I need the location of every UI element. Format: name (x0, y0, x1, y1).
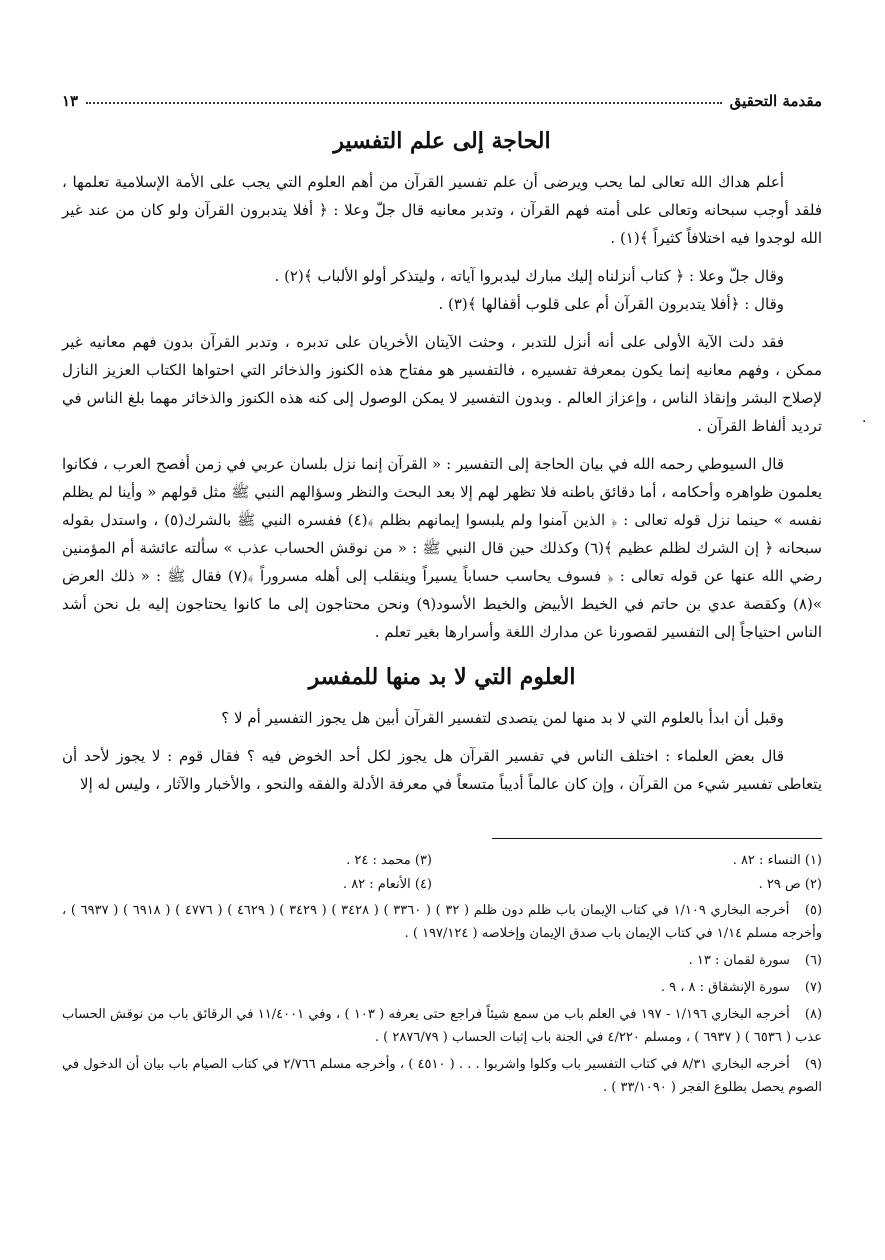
footnote-6 (62, 949, 822, 972)
footnote-text: سورة الإنشقاق : ٨ ، ٩ . (660, 980, 790, 995)
footnote-text: أخرجه البخاري ١/١٩٦ - ١٩٧ في العلم باب من سمع شيئاً فراجع حتى يعرفه ( ١٠٣ ) ، وفي ١١/٤٠٠١ في الرقائق باب من نوقش الحساب عذب ( ٦٥٣٦ ) ( ٦٩٣٧ ) ، ومسلم ٤/٢٢٠ في الجنة باب إثبات الحساب ( ٢٨٧٦/٧٩ ) . (62, 1007, 822, 1045)
paragraph-suyuti-quote: قال السيوطي رحمه الله في بيان الحاجة إلى التفسير : « القرآن إنما نزل بلسان عربي في زمن أفصح العرب ، فكانوا يعلمون ظواهره وأحكامه ، أما دقائق باطنه فلا تظهر لهم إلا بعد البحث والنظر وسؤالهم النبي ﷺ مثل قولهم « وأينا لم يظلم نفسه » حينما نزل قوله تعالى : ﴿ الذين آمنوا ولم يلبسوا إيمانهم بظلم ﴾(٤) ففسره النبي ﷺ بالشرك(٥) ، واستدل بقوله سبحانه ﴿ إن الشرك لظلم عظيم ﴾(٦) وكذلك حين قال النبي ﷺ : « من نوقش الحساب عذب » سألته عائشة أم المؤمنين رضي الله عنها عن قوله تعالى : ﴿ فسوف يحاسب حساباً يسيراً وينقلب إلى أهله مسروراً ﴾(٧) فقال ﷺ : « ذلك العرض »(٨) وكقصة عدي بن حاتم في الخيط الأبيض والخيط الأسود(٩) ونحن محتاجون إلى ما كانوا يحتاجون إليه بل نحن أشد الناس احتياجاً إلى التفسير لقصورنا عن مدارك اللغة وأسرارها بغير تعلم . (62, 455, 823, 641)
footnote-separator (492, 838, 822, 839)
book-page (62, 86, 822, 1103)
section-heading-required-sciences: العلوم التي لا بد منها للمفسر (308, 664, 576, 690)
footnote-number: (٧) (804, 980, 822, 995)
page-number: ١٣ (62, 92, 79, 110)
footnote-text: سورة لقمان : ١٣ . (688, 953, 790, 968)
footnote-2: (٢) ص ٢٩ . (758, 877, 822, 892)
verses-block (62, 262, 822, 318)
footnote-9 (62, 1053, 822, 1099)
running-header (62, 86, 822, 110)
footnote-number: (٨) (804, 1007, 823, 1022)
footnote-text: أخرجه البخاري ٨/٣١ في كتاب التفسير باب وكلوا واشربوا . . . ( ٤٥١٠ ) ، وأخرجه مسلم ٢/٧٦٦ في كتاب الصيام باب بيان أن الدخول في الصوم يحصل بطلوع الفجر ( ٣٣/١٠٩٠ ) . (62, 1057, 822, 1095)
header-dot-leader (86, 102, 722, 104)
footnote-5 (62, 899, 822, 945)
paragraph-question: وقبل أن ابدأ بالعلوم التي لا بد منها لمن يتصدى لتفسير القرآن أبين هل يجوز التفسير أم لا ؟ (221, 709, 784, 727)
paragraph-scholars-opinion: قال بعض العلماء : اختلف الناس في تفسير القرآن هل يجوز لكل أحد الخوض فيه ؟ فقال قوم : لا يجوز لأحد أن يتعاطى تفسير شيء من القرآن ، وإن كان عالماً أديباً متسعاً في معرفة الأدلة والفقه والنحو ، والأخبار والآثار ، وليس له إلا (62, 747, 822, 793)
paragraph-intro: أعلم هداك الله تعالى لما يحب ويرضى أن علم تفسير القرآن من أهم العلوم التي يجب على الأمة الإسلامية تعلمها ، فلقد أوجب سبحانه وتعالى على أمته فهم القرآن ، وتدبر معانيه قال جلّ وعلا : ﴿ أفلا يتدبرون القرآن ولو كان من عند غير الله لوجدوا فيه اختلافاً كثيراً ﴾(١) . (62, 173, 822, 247)
footnotes-short-grid (62, 849, 822, 897)
footnote-number: (٦) (804, 953, 822, 968)
verse-quote-2: وقال : ﴿أفلا يتدبرون القرآن أم على قلوب أقفالها ﴾(٣) . (438, 295, 784, 313)
footnote-7 (62, 976, 822, 999)
footnote-8 (62, 1003, 822, 1049)
footnote-1: (١) النساء : ٨٢ . (732, 853, 822, 868)
footnote-number: (٩) (804, 1057, 822, 1072)
paragraph-explanation: فقد دلت الآية الأولى على أنه أنزل للتدبر ، وحثت الآيتان الأخريان على تدبره ، وتدبر القرآن بدون فهم معانيه غير ممكن ، وفهم معانيه إنما يكون بمعرفة تفسيره ، فالتفسير هو مفتاح هذه الكنوز والذخائر التي احتواها الكتاب العزيز النازل لإصلاح البشر وإنقاذ الناس ، وإعزاز العالم . وبدون التفسير لا يمكن الوصول إلى كنه هذه الكنوز والذخائر مهما بلغ الناس في ترديد ألفاظ القرآن . (62, 333, 822, 435)
footnote-4: (٤) الأنعام : ٨٢ . (342, 877, 432, 892)
footnote-number: (٥) (804, 903, 823, 918)
footnote-3: (٣) محمد : ٢٤ . (346, 853, 432, 868)
section-heading-need-for-tafsir: الحاجة إلى علم التفسير (333, 128, 551, 154)
verse-quote-1: وقال جلّ وعلا : ﴿ كتاب أنزلناه إليك مبارك ليدبروا آياته ، وليتذكر أولو الألباب ﴾(٢) . (274, 267, 784, 285)
margin-mark: · (862, 414, 867, 430)
footnote-text: أخرجه البخاري ١/١٠٩ في كتاب الإيمان باب ظلم دون ظلم ( ٣٢ ) ( ٣٣٦٠ ) ( ٣٤٢٨ ) ( ٣٤٢٩ ) ( ٤٦٢٩ ) ( ٤٧٧٦ ) ( ٦٩١٨ ) ( ٦٩٣٧ ) ، وأخرجه مسلم ١/١٤ في كتاب الإيمان باب صدق الإيمان وإخلاصه ( ١٩٧/١٢٤ ) . (62, 903, 822, 941)
header-section-title: مقدمة التحقيق (729, 92, 822, 110)
